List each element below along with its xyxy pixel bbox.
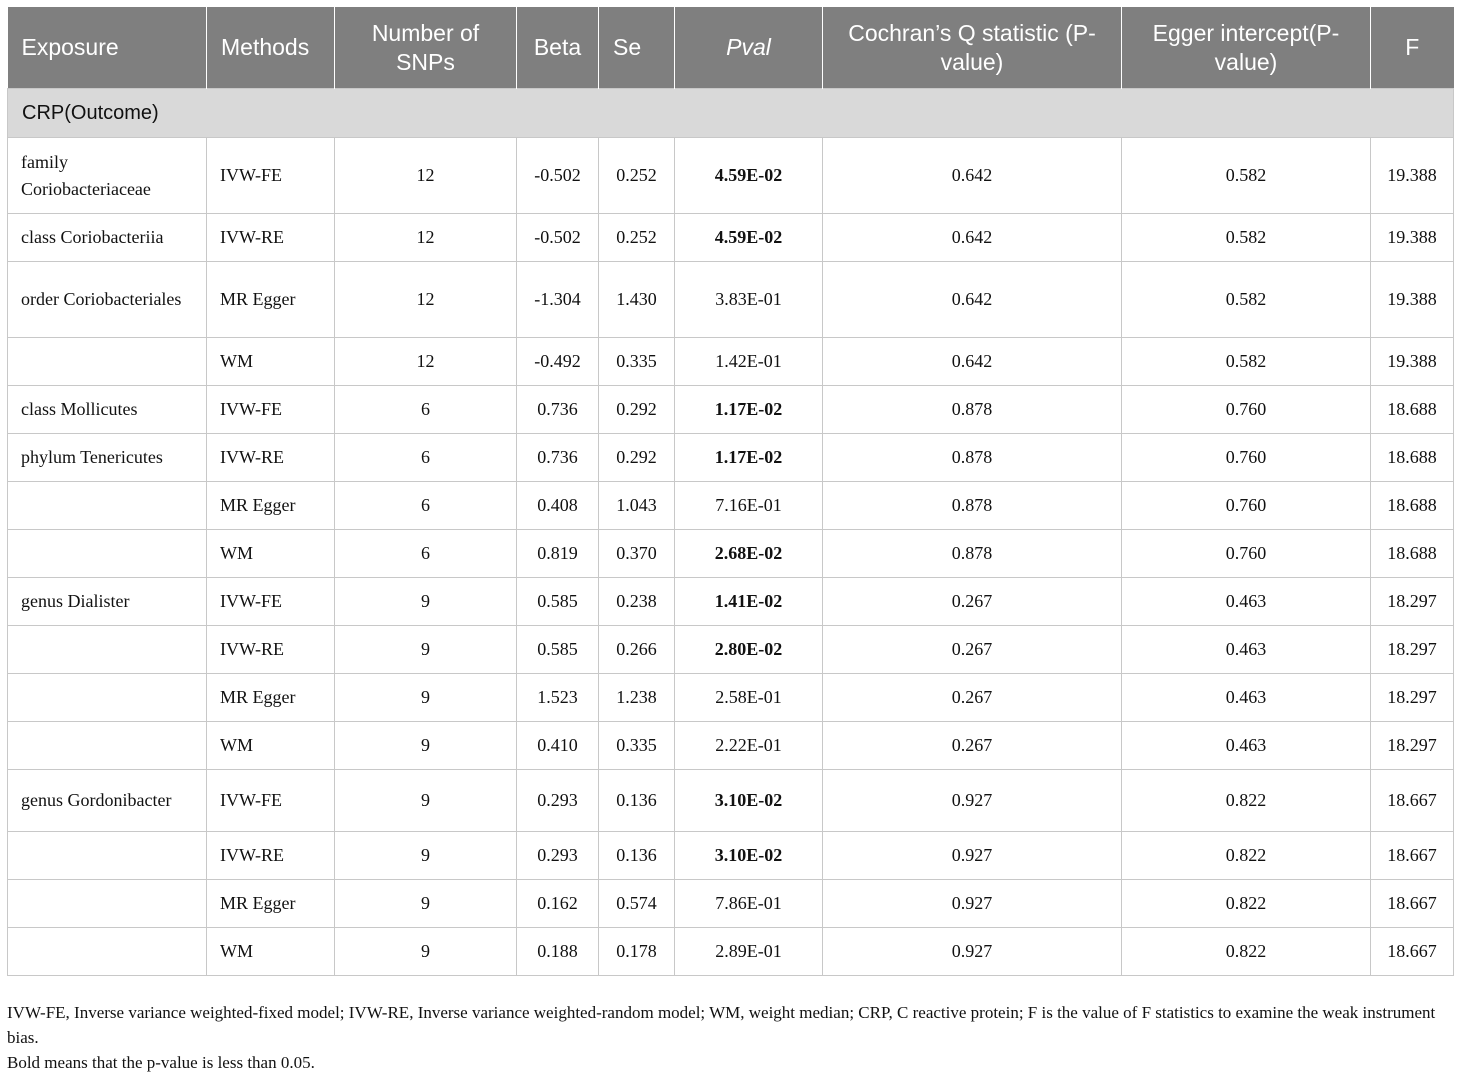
table-row bbox=[8, 214, 1454, 262]
header-beta: Beta bbox=[517, 7, 599, 89]
footnote-bold: Bold means that the p-value is less than 0.05. bbox=[7, 1053, 315, 1072]
cell-beta: 0.188 bbox=[517, 928, 599, 976]
cell-egger: 0.463 bbox=[1122, 578, 1371, 626]
results-table-container bbox=[7, 7, 1453, 976]
cell-cochran: 0.642 bbox=[823, 338, 1122, 386]
cell-cochran: 0.927 bbox=[823, 880, 1122, 928]
cell-cochran: 0.642 bbox=[823, 262, 1122, 338]
cell-snps: 12 bbox=[335, 262, 517, 338]
cell-snps: 6 bbox=[335, 386, 517, 434]
cell-se: 0.370 bbox=[599, 530, 675, 578]
header-cochran: Cochran’s Q statistic (P-value) bbox=[823, 7, 1122, 89]
cell-beta: 0.736 bbox=[517, 434, 599, 482]
header-pval bbox=[675, 7, 823, 89]
cell-exposure: class Mollicutes bbox=[8, 386, 207, 434]
cell-cochran: 0.267 bbox=[823, 722, 1122, 770]
cell-exposure bbox=[8, 880, 207, 928]
table-row bbox=[8, 262, 1454, 338]
cell-snps: 12 bbox=[335, 338, 517, 386]
cell-se: 0.252 bbox=[599, 138, 675, 214]
cell-exposure bbox=[8, 722, 207, 770]
cell-exposure bbox=[8, 626, 207, 674]
cell-cochran: 0.878 bbox=[823, 482, 1122, 530]
cell-beta: 0.819 bbox=[517, 530, 599, 578]
cell-egger: 0.463 bbox=[1122, 722, 1371, 770]
cell-se: 1.238 bbox=[599, 674, 675, 722]
cell-egger: 0.582 bbox=[1122, 138, 1371, 214]
table-row bbox=[8, 434, 1454, 482]
section-label: CRP(Outcome) bbox=[8, 89, 1454, 138]
cell-f: 18.688 bbox=[1371, 530, 1454, 578]
cell-snps: 9 bbox=[335, 674, 517, 722]
header-exposure: Exposure bbox=[8, 7, 207, 89]
cell-se: 0.574 bbox=[599, 880, 675, 928]
cell-pval: 2.58E-01 bbox=[675, 674, 823, 722]
header-row bbox=[8, 7, 1454, 89]
cell-f: 18.667 bbox=[1371, 880, 1454, 928]
cell-egger: 0.582 bbox=[1122, 214, 1371, 262]
cell-egger: 0.760 bbox=[1122, 386, 1371, 434]
cell-snps: 9 bbox=[335, 928, 517, 976]
cell-se: 0.252 bbox=[599, 214, 675, 262]
cell-snps: 6 bbox=[335, 434, 517, 482]
cell-se: 0.335 bbox=[599, 338, 675, 386]
header-snps: Number of SNPs bbox=[335, 7, 517, 89]
cell-pval: 7.16E-01 bbox=[675, 482, 823, 530]
cell-f: 18.688 bbox=[1371, 434, 1454, 482]
cell-beta: 0.410 bbox=[517, 722, 599, 770]
cell-method: WM bbox=[207, 722, 335, 770]
table-row bbox=[8, 626, 1454, 674]
cell-beta: 0.162 bbox=[517, 880, 599, 928]
cell-snps: 9 bbox=[335, 770, 517, 832]
cell-snps: 12 bbox=[335, 138, 517, 214]
cell-pval: 4.59E-02 bbox=[675, 138, 823, 214]
cell-exposure bbox=[8, 832, 207, 880]
cell-cochran: 0.642 bbox=[823, 138, 1122, 214]
cell-egger: 0.760 bbox=[1122, 482, 1371, 530]
table-row bbox=[8, 578, 1454, 626]
cell-egger: 0.463 bbox=[1122, 626, 1371, 674]
cell-egger: 0.582 bbox=[1122, 262, 1371, 338]
cell-exposure bbox=[8, 482, 207, 530]
cell-beta: 0.293 bbox=[517, 832, 599, 880]
cell-exposure: class Coriobacteriia bbox=[8, 214, 207, 262]
cell-exposure: genus Dialister bbox=[8, 578, 207, 626]
cell-method: IVW-FE bbox=[207, 770, 335, 832]
cell-method: IVW-FE bbox=[207, 138, 335, 214]
mr-results-table bbox=[7, 7, 1454, 976]
cell-method: IVW-RE bbox=[207, 626, 335, 674]
cell-se: 1.043 bbox=[599, 482, 675, 530]
table-row bbox=[8, 386, 1454, 434]
cell-snps: 9 bbox=[335, 626, 517, 674]
cell-method: IVW-FE bbox=[207, 578, 335, 626]
cell-se: 0.335 bbox=[599, 722, 675, 770]
cell-f: 19.388 bbox=[1371, 214, 1454, 262]
cell-exposure: order Coriobacteriales bbox=[8, 262, 207, 338]
cell-beta: -0.502 bbox=[517, 214, 599, 262]
cell-snps: 9 bbox=[335, 832, 517, 880]
cell-pval: 1.17E-02 bbox=[675, 386, 823, 434]
cell-beta: 0.585 bbox=[517, 578, 599, 626]
cell-se: 0.292 bbox=[599, 386, 675, 434]
cell-exposure bbox=[8, 530, 207, 578]
cell-exposure: phylum Tenericutes bbox=[8, 434, 207, 482]
cell-snps: 6 bbox=[335, 482, 517, 530]
table-row bbox=[8, 338, 1454, 386]
header-f: F bbox=[1371, 7, 1454, 89]
cell-f: 18.297 bbox=[1371, 578, 1454, 626]
cell-method: IVW-FE bbox=[207, 386, 335, 434]
cell-method: MR Egger bbox=[207, 262, 335, 338]
cell-exposure bbox=[8, 674, 207, 722]
cell-pval: 2.80E-02 bbox=[675, 626, 823, 674]
cell-f: 18.297 bbox=[1371, 674, 1454, 722]
cell-method: WM bbox=[207, 338, 335, 386]
cell-f: 18.688 bbox=[1371, 386, 1454, 434]
table-row bbox=[8, 928, 1454, 976]
header-methods: Methods bbox=[207, 7, 335, 89]
cell-beta: 0.293 bbox=[517, 770, 599, 832]
cell-egger: 0.463 bbox=[1122, 674, 1371, 722]
cell-f: 18.297 bbox=[1371, 722, 1454, 770]
cell-egger: 0.822 bbox=[1122, 928, 1371, 976]
cell-f: 18.667 bbox=[1371, 770, 1454, 832]
table-row bbox=[8, 674, 1454, 722]
cell-beta: 0.408 bbox=[517, 482, 599, 530]
cell-snps: 9 bbox=[335, 578, 517, 626]
cell-f: 19.388 bbox=[1371, 338, 1454, 386]
cell-method: WM bbox=[207, 928, 335, 976]
cell-cochran: 0.927 bbox=[823, 770, 1122, 832]
cell-snps: 12 bbox=[335, 214, 517, 262]
table-row bbox=[8, 770, 1454, 832]
cell-cochran: 0.878 bbox=[823, 434, 1122, 482]
header-pval-text: Pval bbox=[726, 34, 771, 60]
cell-beta: 0.736 bbox=[517, 386, 599, 434]
cell-f: 18.667 bbox=[1371, 928, 1454, 976]
cell-exposure bbox=[8, 338, 207, 386]
cell-beta: 0.585 bbox=[517, 626, 599, 674]
cell-f: 19.388 bbox=[1371, 138, 1454, 214]
cell-cochran: 0.878 bbox=[823, 530, 1122, 578]
cell-beta: 1.523 bbox=[517, 674, 599, 722]
cell-se: 0.266 bbox=[599, 626, 675, 674]
cell-beta: -0.502 bbox=[517, 138, 599, 214]
table-row bbox=[8, 482, 1454, 530]
cell-se: 0.136 bbox=[599, 770, 675, 832]
cell-egger: 0.760 bbox=[1122, 530, 1371, 578]
table-row bbox=[8, 832, 1454, 880]
cell-pval: 4.59E-02 bbox=[675, 214, 823, 262]
cell-pval: 1.17E-02 bbox=[675, 434, 823, 482]
cell-cochran: 0.878 bbox=[823, 386, 1122, 434]
cell-method: IVW-RE bbox=[207, 434, 335, 482]
cell-method: IVW-RE bbox=[207, 214, 335, 262]
cell-se: 0.292 bbox=[599, 434, 675, 482]
cell-snps: 9 bbox=[335, 722, 517, 770]
cell-snps: 9 bbox=[335, 880, 517, 928]
cell-se: 0.136 bbox=[599, 832, 675, 880]
cell-exposure bbox=[8, 928, 207, 976]
section-row bbox=[8, 89, 1454, 138]
cell-egger: 0.760 bbox=[1122, 434, 1371, 482]
cell-beta: -1.304 bbox=[517, 262, 599, 338]
cell-f: 18.297 bbox=[1371, 626, 1454, 674]
table-row bbox=[8, 530, 1454, 578]
cell-snps: 6 bbox=[335, 530, 517, 578]
table-row bbox=[8, 138, 1454, 214]
cell-cochran: 0.267 bbox=[823, 626, 1122, 674]
cell-pval: 2.68E-02 bbox=[675, 530, 823, 578]
cell-pval: 2.89E-01 bbox=[675, 928, 823, 976]
cell-egger: 0.822 bbox=[1122, 832, 1371, 880]
cell-method: WM bbox=[207, 530, 335, 578]
cell-f: 18.688 bbox=[1371, 482, 1454, 530]
cell-pval: 3.83E-01 bbox=[675, 262, 823, 338]
cell-method: MR Egger bbox=[207, 482, 335, 530]
cell-pval: 3.10E-02 bbox=[675, 770, 823, 832]
cell-method: MR Egger bbox=[207, 674, 335, 722]
cell-method: MR Egger bbox=[207, 880, 335, 928]
cell-f: 18.667 bbox=[1371, 832, 1454, 880]
header-se: Se bbox=[599, 7, 675, 89]
cell-egger: 0.582 bbox=[1122, 338, 1371, 386]
cell-se: 1.430 bbox=[599, 262, 675, 338]
cell-f: 19.388 bbox=[1371, 262, 1454, 338]
cell-cochran: 0.642 bbox=[823, 214, 1122, 262]
header-egger: Egger intercept(P-value) bbox=[1122, 7, 1371, 89]
cell-beta: -0.492 bbox=[517, 338, 599, 386]
footnote-abbreviations: IVW-FE, Inverse variance weighted-fixed model; IVW-RE, Inverse variance weighted-random model; WM, weight median; CRP, C reactive protein; F is the value of F statistics to examine the weak instrument bias. bbox=[7, 1003, 1436, 1047]
cell-pval: 7.86E-01 bbox=[675, 880, 823, 928]
table-footnotes bbox=[7, 1000, 1453, 1075]
cell-method: IVW-RE bbox=[207, 832, 335, 880]
cell-se: 0.238 bbox=[599, 578, 675, 626]
cell-egger: 0.822 bbox=[1122, 770, 1371, 832]
cell-pval: 1.41E-02 bbox=[675, 578, 823, 626]
table-row bbox=[8, 880, 1454, 928]
cell-se: 0.178 bbox=[599, 928, 675, 976]
cell-exposure: genus Gordonibacter bbox=[8, 770, 207, 832]
cell-egger: 0.822 bbox=[1122, 880, 1371, 928]
cell-pval: 1.42E-01 bbox=[675, 338, 823, 386]
cell-exposure: family Coriobacteriaceae bbox=[8, 138, 207, 214]
cell-pval: 2.22E-01 bbox=[675, 722, 823, 770]
cell-cochran: 0.927 bbox=[823, 928, 1122, 976]
cell-cochran: 0.927 bbox=[823, 832, 1122, 880]
table-row bbox=[8, 722, 1454, 770]
cell-pval: 3.10E-02 bbox=[675, 832, 823, 880]
cell-cochran: 0.267 bbox=[823, 578, 1122, 626]
cell-cochran: 0.267 bbox=[823, 674, 1122, 722]
